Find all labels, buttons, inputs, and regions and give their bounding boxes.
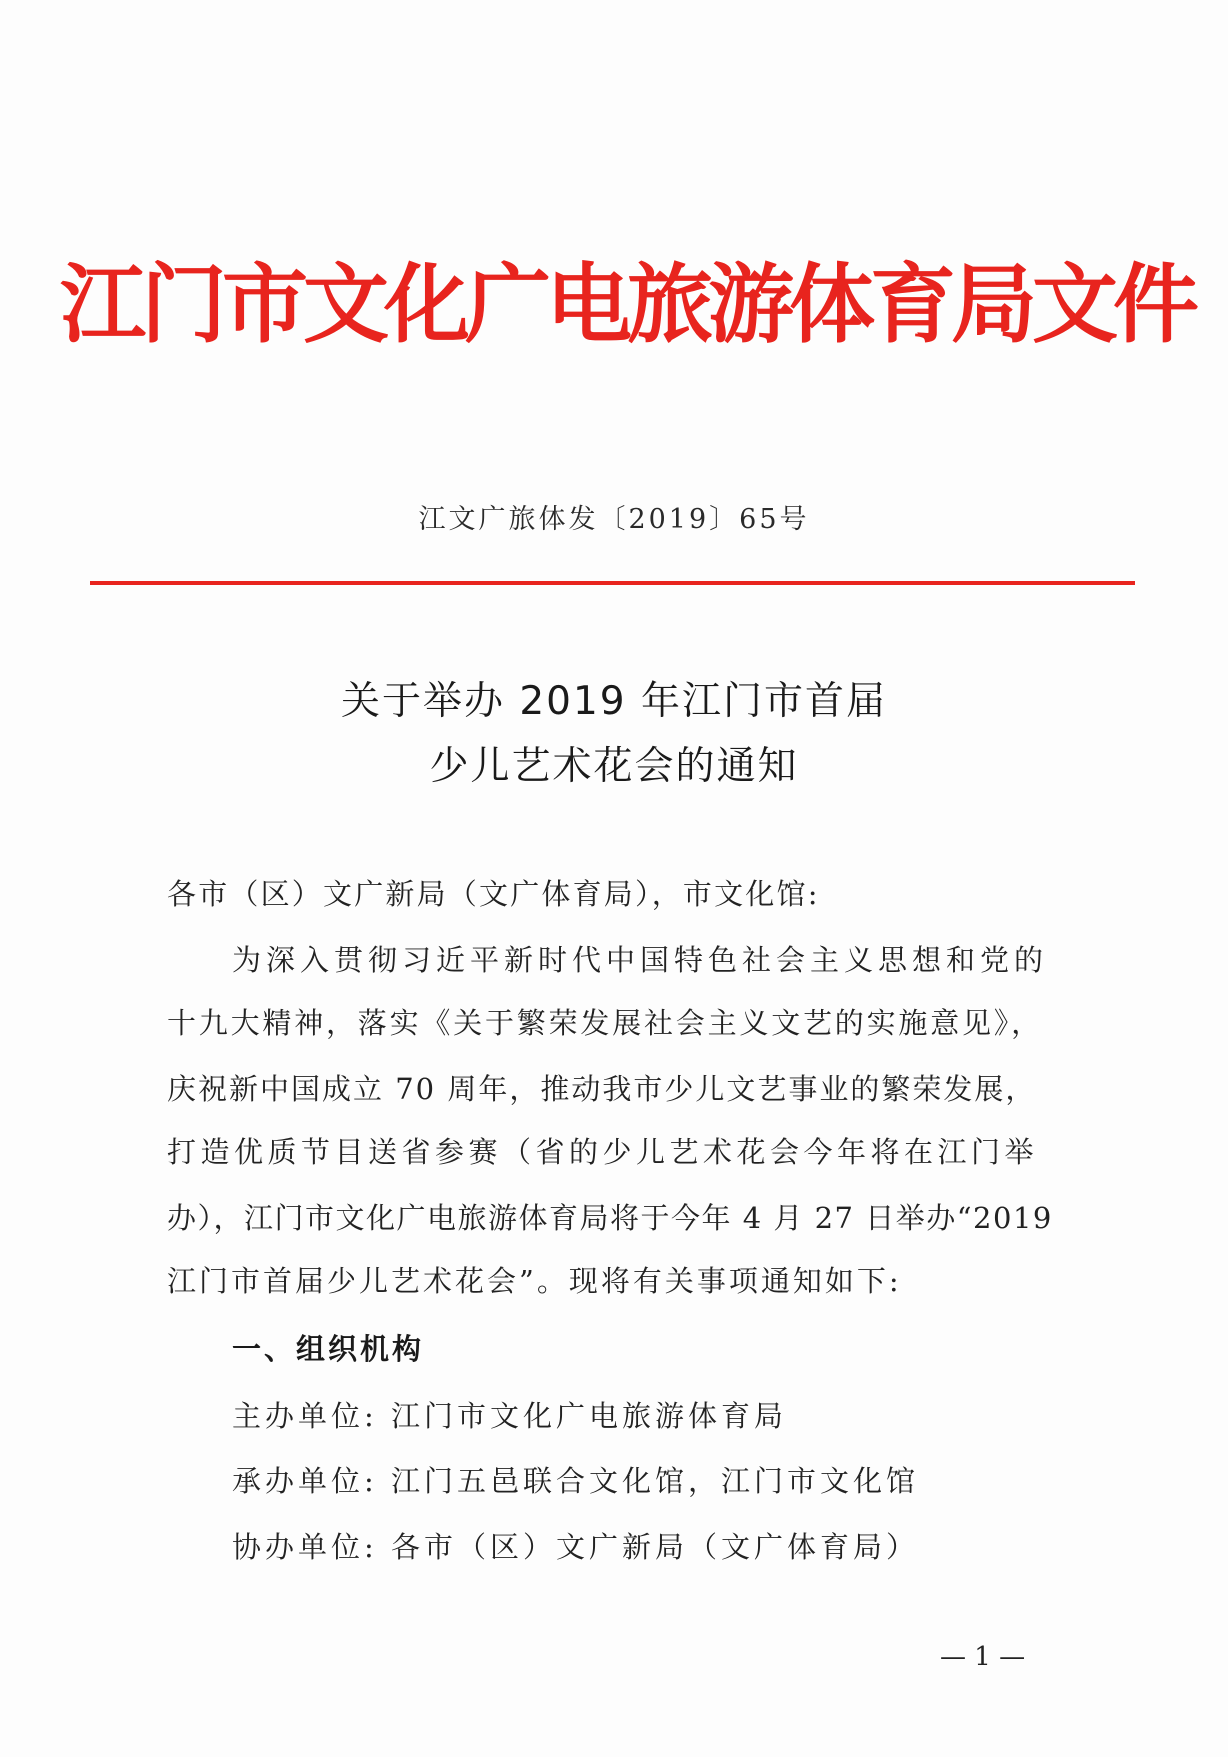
organization-item-co-organizer: 协办单位: 各市（区）文广新局（文广体育局） xyxy=(232,1530,919,1564)
paragraph-line: 江门市首届少儿艺术花会”。现将有关事项通知如下: xyxy=(167,1264,902,1298)
organization-item-host: 主办单位: 江门市文化广电旅游体育局 xyxy=(232,1399,787,1433)
paragraph-line: 十九大精神，落实《关于繁荣发展社会主义文艺的实施意见》， xyxy=(167,1006,1043,1040)
paragraph-line: 为深入贯彻习近平新时代中国特色社会主义思想和党的 xyxy=(232,943,1049,977)
section-heading-organization: 一、组织机构 xyxy=(232,1332,425,1366)
paragraph-line: 办），江门市文化广电旅游体育局将于今年 4 月 27 日举办“2019 xyxy=(167,1201,1053,1235)
notice-title-line-1: 关于举办 2019 年江门市首届 xyxy=(340,679,888,724)
document-number: 江文广旅体发〔2019〕65号 xyxy=(418,504,810,535)
page-number: — 1 — xyxy=(940,1642,1026,1672)
paragraph-line: 打造优质节目送省参赛（省的少儿艺术花会今年将在江门举 xyxy=(167,1135,1039,1169)
masthead-title: 江门市文化广电旅游体育局文件 xyxy=(60,254,1194,355)
paragraph-line: 庆祝新中国成立 70 周年，推动我市少儿文艺事业的繁荣发展， xyxy=(167,1072,1037,1106)
red-divider-line xyxy=(90,581,1135,585)
salutation: 各市（区）文广新局（文广体育局），市文化馆: xyxy=(167,877,820,911)
organization-item-organizer: 承办单位: 江门五邑联合文化馆，江门市文化馆 xyxy=(232,1464,919,1498)
notice-title-line-2: 少儿艺术花会的通知 xyxy=(429,744,799,789)
